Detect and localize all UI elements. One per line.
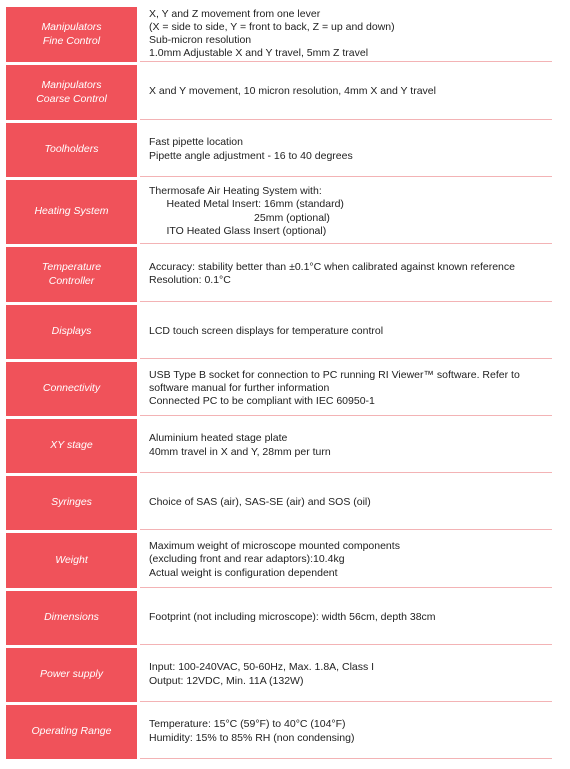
spec-value-line: LCD touch screen displays for temperature control — [149, 324, 384, 337]
spec-value-line: Heated Metal Insert: 16mm (standard) — [149, 198, 344, 211]
spec-label — [6, 419, 137, 473]
spec-value-line: Fast pipette location — [149, 136, 243, 149]
spec-label — [6, 705, 137, 759]
spec-label-line: XY stage — [50, 439, 93, 452]
spec-value-line: Aluminium heated stage plate — [149, 432, 288, 445]
spec-value — [140, 648, 552, 702]
spec-value-line: Resolution: 0.1°C — [149, 274, 231, 286]
spec-row-dimensions — [6, 591, 552, 645]
spec-row-manipulators-coarse — [6, 65, 552, 120]
spec-label-line: Manipulators — [41, 79, 102, 91]
spec-value-line: Pipette angle adjustment - 16 to 40 degrees — [149, 149, 353, 162]
spec-label-line: Weight — [55, 553, 88, 566]
spec-label-line: Power supply — [39, 668, 104, 681]
spec-label-line: Connectivity — [42, 382, 101, 395]
spec-value — [140, 305, 552, 359]
spec-value-line: X and Y movement, 10 micron resolution, 4mm X and Y travel — [149, 85, 436, 98]
spec-label-line: Operating Range — [31, 725, 112, 738]
spec-value-line: 40mm travel in X and Y, 28mm per turn — [149, 445, 331, 458]
spec-label-line: Temperature — [41, 261, 102, 273]
spec-label — [6, 305, 137, 359]
spec-value — [140, 476, 552, 530]
spec-value-line: Footprint (not including microscope): width 56cm, depth 38cm — [149, 610, 436, 623]
spec-value — [140, 419, 552, 473]
spec-label — [6, 591, 137, 645]
spec-value-line: ITO Heated Glass Insert (optional) — [149, 224, 327, 237]
spec-label — [6, 247, 137, 302]
spec-row-temperature-controller — [6, 247, 552, 302]
spec-label — [6, 180, 137, 244]
spec-value-line: Thermosafe Air Heating System with: — [149, 185, 322, 198]
spec-label-line: Fine Control — [42, 34, 101, 47]
spec-row-weight — [6, 533, 552, 588]
spec-value-line: Sub-micron resolution — [149, 34, 252, 46]
spec-label-line: Syringes — [51, 496, 92, 509]
spec-value-line: Humidity: 15% to 85% RH (non condensing) — [149, 731, 355, 744]
spec-value — [140, 65, 552, 120]
spec-label-line: Manipulators — [41, 21, 102, 33]
spec-label-line: Coarse Control — [36, 92, 107, 105]
spec-row-manipulators-fine — [6, 7, 552, 62]
spec-value-line: Connected PC to be compliant with IEC 60950-1 — [149, 395, 375, 408]
spec-label — [6, 533, 137, 588]
spec-label — [6, 476, 137, 530]
spec-value-line: 1.0mm Adjustable X and Y travel, 5mm Z travel — [149, 47, 369, 60]
spec-value — [140, 705, 552, 759]
spec-value-line: Input: 100-240VAC, 50-60Hz, Max. 1.8A, Class I — [149, 661, 375, 674]
spec-value-line: X, Y and Z movement from one lever — [149, 7, 321, 20]
spec-value — [140, 362, 552, 416]
spec-label-line: Controller — [48, 274, 95, 287]
spec-value-line: (X = side to side, Y = front to back, Z = up and down) — [149, 20, 395, 33]
spec-label — [6, 123, 137, 177]
spec-row-power-supply — [6, 648, 552, 702]
spec-value-line: Output: 12VDC, Min. 11A (132W) — [149, 674, 304, 687]
spec-value-line: (excluding front and rear adaptors):10.4kg — [149, 553, 345, 566]
spec-value — [140, 123, 552, 177]
spec-label-line: Dimensions — [44, 611, 99, 624]
spec-row-heating-system — [6, 180, 552, 244]
spec-value-line: software manual for further information — [149, 381, 330, 394]
spec-value-line: Temperature: 15°C (59°F) to 40°C (104°F) — [149, 718, 346, 731]
spec-value — [140, 7, 552, 62]
spec-label-line: Displays — [51, 325, 92, 338]
spec-value-line: Choice of SAS (air), SAS-SE (air) and SOS (oil) — [149, 495, 371, 508]
spec-row-connectivity — [6, 362, 552, 416]
spec-value — [140, 180, 552, 244]
spec-row-toolholders — [6, 123, 552, 177]
spec-label — [6, 362, 137, 416]
spec-value — [140, 591, 552, 645]
spec-row-syringes — [6, 476, 552, 530]
spec-label — [6, 7, 137, 62]
spec-label-line: Heating System — [34, 205, 109, 218]
spec-value-line: 25mm (optional) — [149, 211, 330, 224]
spec-value-line: Accuracy: stability better than ±0.1°C when calibrated against known reference — [149, 260, 515, 273]
spec-label — [6, 648, 137, 702]
spec-value-line: USB Type B socket for connection to PC running RI Viewer™ software. Refer to — [149, 368, 520, 381]
spec-value-line: Actual weight is configuration dependent — [149, 566, 338, 579]
specifications-table — [6, 7, 552, 762]
spec-value — [140, 533, 552, 588]
spec-row-displays — [6, 305, 552, 359]
spec-label — [6, 65, 137, 120]
spec-row-xy-stage — [6, 419, 552, 473]
spec-value-line: Maximum weight of microscope mounted components — [149, 540, 400, 553]
spec-row-operating-range — [6, 705, 552, 759]
spec-label-line: Toolholders — [44, 143, 99, 156]
spec-value — [140, 247, 552, 302]
